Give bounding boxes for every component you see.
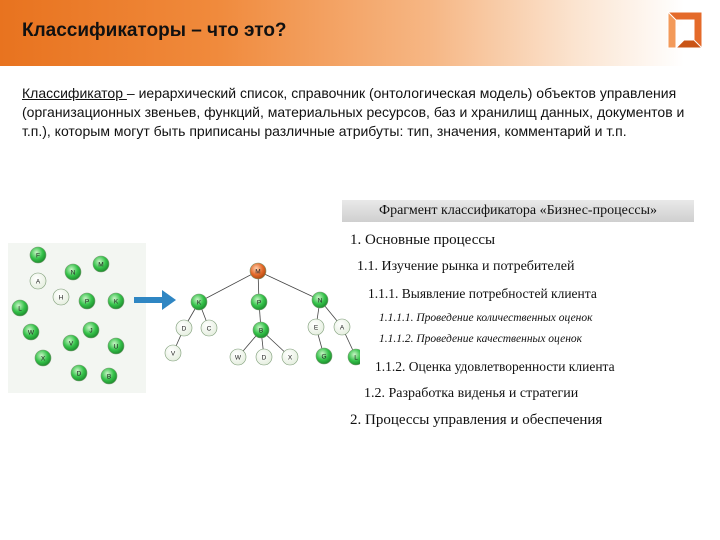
tree-node-6-label: B bbox=[258, 327, 264, 335]
scatter-node-11-label: U bbox=[113, 343, 119, 351]
tree-node-5-label: C bbox=[206, 325, 212, 333]
scatter-node-4 bbox=[12, 300, 28, 316]
scatter-node-1 bbox=[93, 256, 109, 272]
tree-node-1 bbox=[191, 294, 207, 310]
tree-node-11-label: D bbox=[261, 354, 267, 362]
definition-term: Классификатор bbox=[22, 85, 127, 101]
scatter-node-12-label: X bbox=[40, 355, 46, 363]
tree-node-12 bbox=[282, 349, 298, 365]
scatter-node-0 bbox=[30, 247, 46, 263]
tree-node-11 bbox=[256, 349, 272, 365]
tree-item-1-1-1-1: 1.1.1.1. Проведение количественных оценок bbox=[379, 312, 593, 324]
scatter-node-6-label: P bbox=[84, 298, 90, 306]
tree-node-9 bbox=[165, 345, 181, 361]
tree-node-8 bbox=[334, 319, 350, 335]
tree-node-4 bbox=[176, 320, 192, 336]
scatter-node-7 bbox=[108, 293, 124, 309]
scatter-node-9-label: J bbox=[89, 327, 93, 335]
scatter-node-8-label: W bbox=[27, 329, 35, 337]
scatter-node-11 bbox=[108, 338, 124, 354]
tree-node-7-label: E bbox=[313, 324, 319, 332]
scatter-node-9 bbox=[83, 322, 99, 338]
scatter-node-13-label: D bbox=[76, 370, 82, 378]
tree-node-2-label: P bbox=[256, 299, 262, 307]
scatter-node-1-label: M bbox=[98, 261, 104, 269]
tree-node-7 bbox=[308, 319, 324, 335]
tree-item-1-1-1: 1.1.1. Выявление потребностей клиента bbox=[368, 286, 597, 301]
scatter-node-7-label: K bbox=[113, 298, 119, 306]
tree-node-14 bbox=[348, 349, 360, 365]
tree-item-1-1-2: 1.1.2. Оценка удовлетворенности клиента bbox=[375, 359, 615, 374]
tree-node-1-label: K bbox=[196, 299, 202, 307]
tree-node-3 bbox=[312, 292, 328, 308]
tree-item-1: 1. Основные процессы bbox=[350, 232, 496, 248]
definition-paragraph bbox=[22, 84, 702, 141]
definition-text: – иерархический список, справочник (онтологическая модель) объектов управления (организационных звеньев, функций, материальных ресурсов, баз и хранилищ данных, документов и т.п.), которым могут быть приписаны различные атрибуты: тип, значения, комментарий и т.п. bbox=[22, 85, 685, 139]
scatter-node-13 bbox=[71, 365, 87, 381]
scatter-node-10 bbox=[63, 335, 79, 351]
scatter-node-12 bbox=[35, 350, 51, 366]
scatter-node-5-label: H bbox=[58, 294, 64, 302]
tree-nodes bbox=[165, 263, 360, 365]
tree-node-9-label: V bbox=[170, 350, 176, 358]
tree-node-5 bbox=[201, 320, 217, 336]
tree-node-10-label: W bbox=[234, 354, 242, 362]
scatter-node-14 bbox=[101, 368, 117, 384]
fragment-title: Фрагмент классификатора «Бизнес-процессы» bbox=[342, 200, 694, 222]
scatter-node-14-label: B bbox=[106, 373, 112, 381]
tree-edges bbox=[170, 268, 356, 358]
tree-item-2: 2. Процессы управления и обеспечения bbox=[350, 412, 603, 428]
scatter-node-3-label: N bbox=[70, 269, 76, 277]
scatter-node-2-label: A bbox=[35, 278, 41, 286]
tree-edge-2 bbox=[258, 271, 320, 300]
scatter-node-8 bbox=[23, 324, 39, 340]
scatter-node-0-label: F bbox=[36, 252, 40, 260]
classification-diagram bbox=[0, 235, 360, 415]
scatter-node-2 bbox=[30, 273, 46, 289]
tree-node-8-label: A bbox=[339, 324, 345, 332]
scatter-node-5 bbox=[53, 289, 69, 305]
tree-node-6 bbox=[253, 322, 269, 338]
scatter-node-4-label: L bbox=[18, 305, 22, 313]
tree-item-1-1-1-2: 1.1.1.2. Проведение качественных оценок bbox=[379, 333, 583, 345]
penrose-triangle-icon bbox=[660, 6, 708, 54]
tree-node-10 bbox=[230, 349, 246, 365]
tree-node-13 bbox=[316, 348, 332, 364]
page-title: Классификаторы – что это? bbox=[22, 20, 287, 41]
tree-node-3-label: N bbox=[317, 297, 323, 305]
tree-item-1-2: 1.2. Разработка виденья и стратегии bbox=[364, 386, 579, 401]
scatter-node-10-label: V bbox=[68, 340, 74, 348]
tree-node-4-label: D bbox=[181, 325, 187, 333]
tree-node-0 bbox=[250, 263, 266, 279]
tree-edge-0 bbox=[199, 268, 261, 302]
tree-node-13-label: G bbox=[321, 353, 327, 361]
tree-node-12-label: X bbox=[287, 354, 293, 362]
tree-node-2 bbox=[251, 294, 267, 310]
header-bar bbox=[0, 0, 720, 66]
tree-node-0-label: M bbox=[255, 268, 261, 276]
tree-node-14-label: L bbox=[354, 354, 358, 362]
tree-item-1-1: 1.1. Изучение рынка и потребителей bbox=[357, 259, 575, 274]
scatter-node-6 bbox=[79, 293, 95, 309]
scatter-node-3 bbox=[65, 264, 81, 280]
